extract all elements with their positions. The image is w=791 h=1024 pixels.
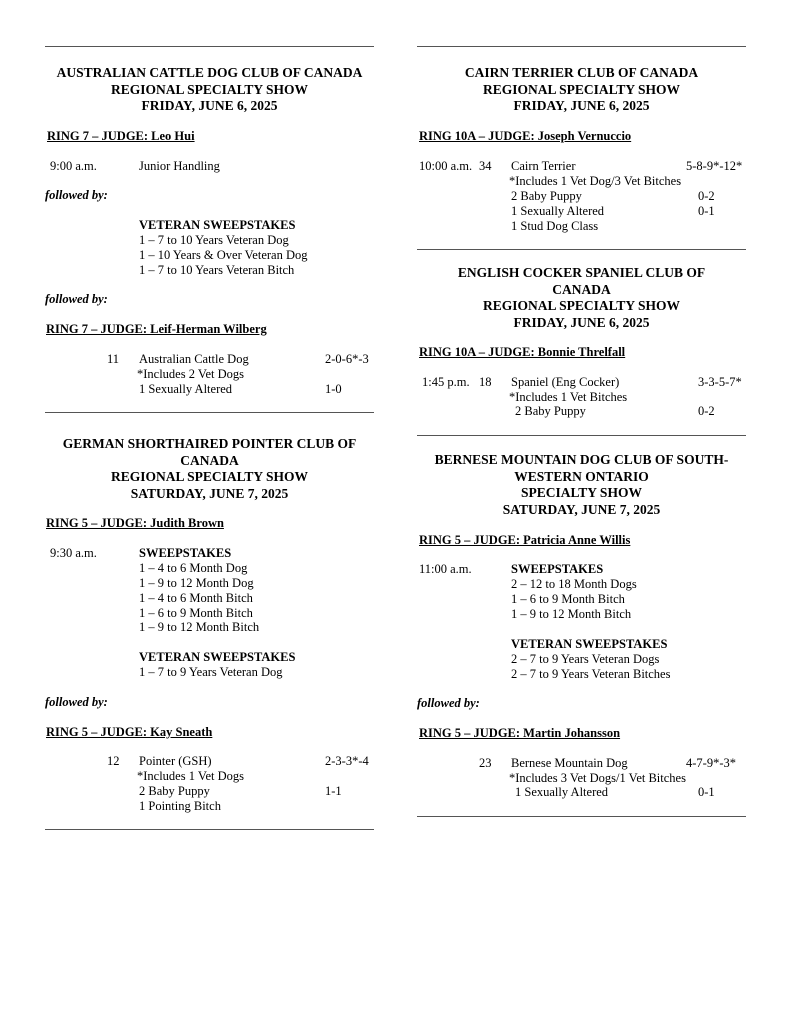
entry-number: 34 (479, 159, 492, 173)
entry-count: 2-0-6*-3 (325, 352, 369, 366)
class-line: 1 – 9 to 12 Month Dog (139, 576, 254, 590)
class-line: 1 Pointing Bitch (139, 799, 221, 813)
sweepstakes-header: VETERAN SWEEPSTAKES (139, 650, 296, 664)
ring-judge-heading: RING 5 – JUDGE: Kay Sneath (46, 725, 213, 739)
ring-judge-heading: RING 5 – JUDGE: Patricia Anne Willis (419, 533, 631, 547)
entry-note: *Includes 1 Vet Dogs (137, 769, 245, 783)
entry-note: *Includes 3 Vet Dogs/1 Vet Bitches (509, 771, 686, 785)
breed-name: Australian Cattle Dog (139, 352, 249, 366)
entry-count: 0-1 (698, 785, 715, 799)
divider (45, 829, 374, 830)
sweepstakes-header: VETERAN SWEEPSTAKES (511, 637, 668, 651)
class-line: 1 – 9 to 12 Month Bitch (139, 620, 260, 634)
time: 10:00 a.m. (419, 159, 473, 173)
followed-by: followed by: (45, 292, 108, 306)
class-line: 2 Baby Puppy (511, 189, 582, 203)
class-line: 1 – 7 to 10 Years Veteran Bitch (139, 263, 295, 277)
class-line: 1 – 4 to 6 Month Dog (139, 561, 248, 575)
class-line: 1 Sexually Altered (139, 382, 233, 396)
class-line: 1 Stud Dog Class (511, 219, 599, 233)
breed-name: Spaniel (Eng Cocker) (511, 375, 620, 389)
event-name: Junior Handling (139, 159, 220, 173)
entry-note: *Includes 1 Vet Dog/3 Vet Bitches (509, 174, 682, 188)
entry-count: 3-3-5-7* (698, 375, 742, 389)
class-line: 1 – 6 to 9 Month Bitch (139, 606, 253, 620)
entry-number: 23 (479, 756, 492, 770)
breed-name: Bernese Mountain Dog (511, 756, 628, 770)
entry-count: 1-0 (325, 382, 342, 396)
sweepstakes-header: SWEEPSTAKES (139, 546, 232, 560)
followed-by: followed by: (45, 188, 108, 202)
followed-by: followed by: (45, 695, 108, 709)
class-line: 1 – 7 to 10 Years Veteran Dog (139, 233, 289, 247)
divider (45, 412, 374, 413)
ring-judge-heading: RING 7 – JUDGE: Leif-Herman Wilberg (46, 322, 267, 336)
sweepstakes-header: VETERAN SWEEPSTAKES (139, 218, 296, 232)
entry-count: 4-7-9*-3* (686, 756, 736, 770)
breed-name: Pointer (GSH) (139, 754, 212, 768)
class-line: 1 – 7 to 9 Years Veteran Dog (139, 665, 283, 679)
ring-judge-heading: RING 7 – JUDGE: Leo Hui (47, 129, 195, 143)
entry-count: 5-8-9*-12* (686, 159, 743, 173)
time: 11:00 a.m. (419, 562, 472, 576)
section-title: BERNESE MOUNTAIN DOG CLUB OF SOUTH- WESTERN ONTARIO SPECIALTY SHOW SATURDAY, JUNE 7, 2025 (434, 452, 729, 517)
ring-judge-heading: RING 5 – JUDGE: Martin Johansson (419, 726, 621, 740)
entry-count: 2-3-3*-4 (325, 754, 369, 768)
entry-number: 11 (107, 352, 120, 366)
divider (45, 46, 374, 47)
class-line: 2 Baby Puppy (515, 404, 586, 418)
class-line: 1 Sexually Altered (515, 785, 609, 799)
class-line: 2 – 12 to 18 Month Dogs (511, 577, 637, 591)
divider (417, 46, 746, 47)
divider (417, 816, 746, 817)
followed-by: followed by: (417, 696, 480, 710)
divider (417, 435, 746, 436)
sweepstakes-header: SWEEPSTAKES (511, 562, 604, 576)
ring-judge-heading: RING 10A – JUDGE: Joseph Vernuccio (419, 129, 632, 143)
entry-count: 0-2 (698, 189, 715, 203)
class-line: 2 – 7 to 9 Years Veteran Bitches (511, 667, 671, 681)
class-line: 2 Baby Puppy (139, 784, 210, 798)
time: 9:30 a.m. (50, 546, 97, 560)
time: 1:45 p.m. (422, 375, 470, 389)
class-line: 1 – 10 Years & Over Veteran Dog (139, 248, 308, 262)
entry-count: 0-1 (698, 204, 715, 218)
entry-number: 12 (107, 754, 120, 768)
section-title: ENGLISH COCKER SPANIEL CLUB OF CANADA REGIONAL SPECIALTY SHOW FRIDAY, JUNE 6, 2025 (457, 265, 706, 330)
entry-count: 1-1 (325, 784, 342, 798)
breed-name: Cairn Terrier (511, 159, 576, 173)
entry-note: *Includes 1 Vet Bitches (509, 390, 628, 404)
entry-note: *Includes 2 Vet Dogs (137, 367, 245, 381)
class-line: 1 – 6 to 9 Month Bitch (511, 592, 625, 606)
section-title: CAIRN TERRIER CLUB OF CANADA REGIONAL SPECIALTY SHOW FRIDAY, JUNE 6, 2025 (464, 65, 699, 113)
entry-count: 0-2 (698, 404, 715, 418)
section-title: AUSTRALIAN CATTLE DOG CLUB OF CANADA REGIONAL SPECIALTY SHOW FRIDAY, JUNE 6, 2025 (56, 65, 363, 113)
divider (417, 249, 746, 250)
section-title: GERMAN SHORTHAIRED POINTER CLUB OF CANADA REGIONAL SPECIALTY SHOW SATURDAY, JUNE 7, 2025 (62, 436, 357, 501)
class-line: 1 Sexually Altered (511, 204, 605, 218)
ring-judge-heading: RING 5 – JUDGE: Judith Brown (46, 516, 224, 530)
class-line: 1 – 9 to 12 Month Bitch (511, 607, 632, 621)
ring-judge-heading: RING 10A – JUDGE: Bonnie Threlfall (419, 345, 626, 359)
class-line: 2 – 7 to 9 Years Veteran Dogs (511, 652, 660, 666)
class-line: 1 – 4 to 6 Month Bitch (139, 591, 253, 605)
time: 9:00 a.m. (50, 159, 97, 173)
entry-number: 18 (479, 375, 492, 389)
